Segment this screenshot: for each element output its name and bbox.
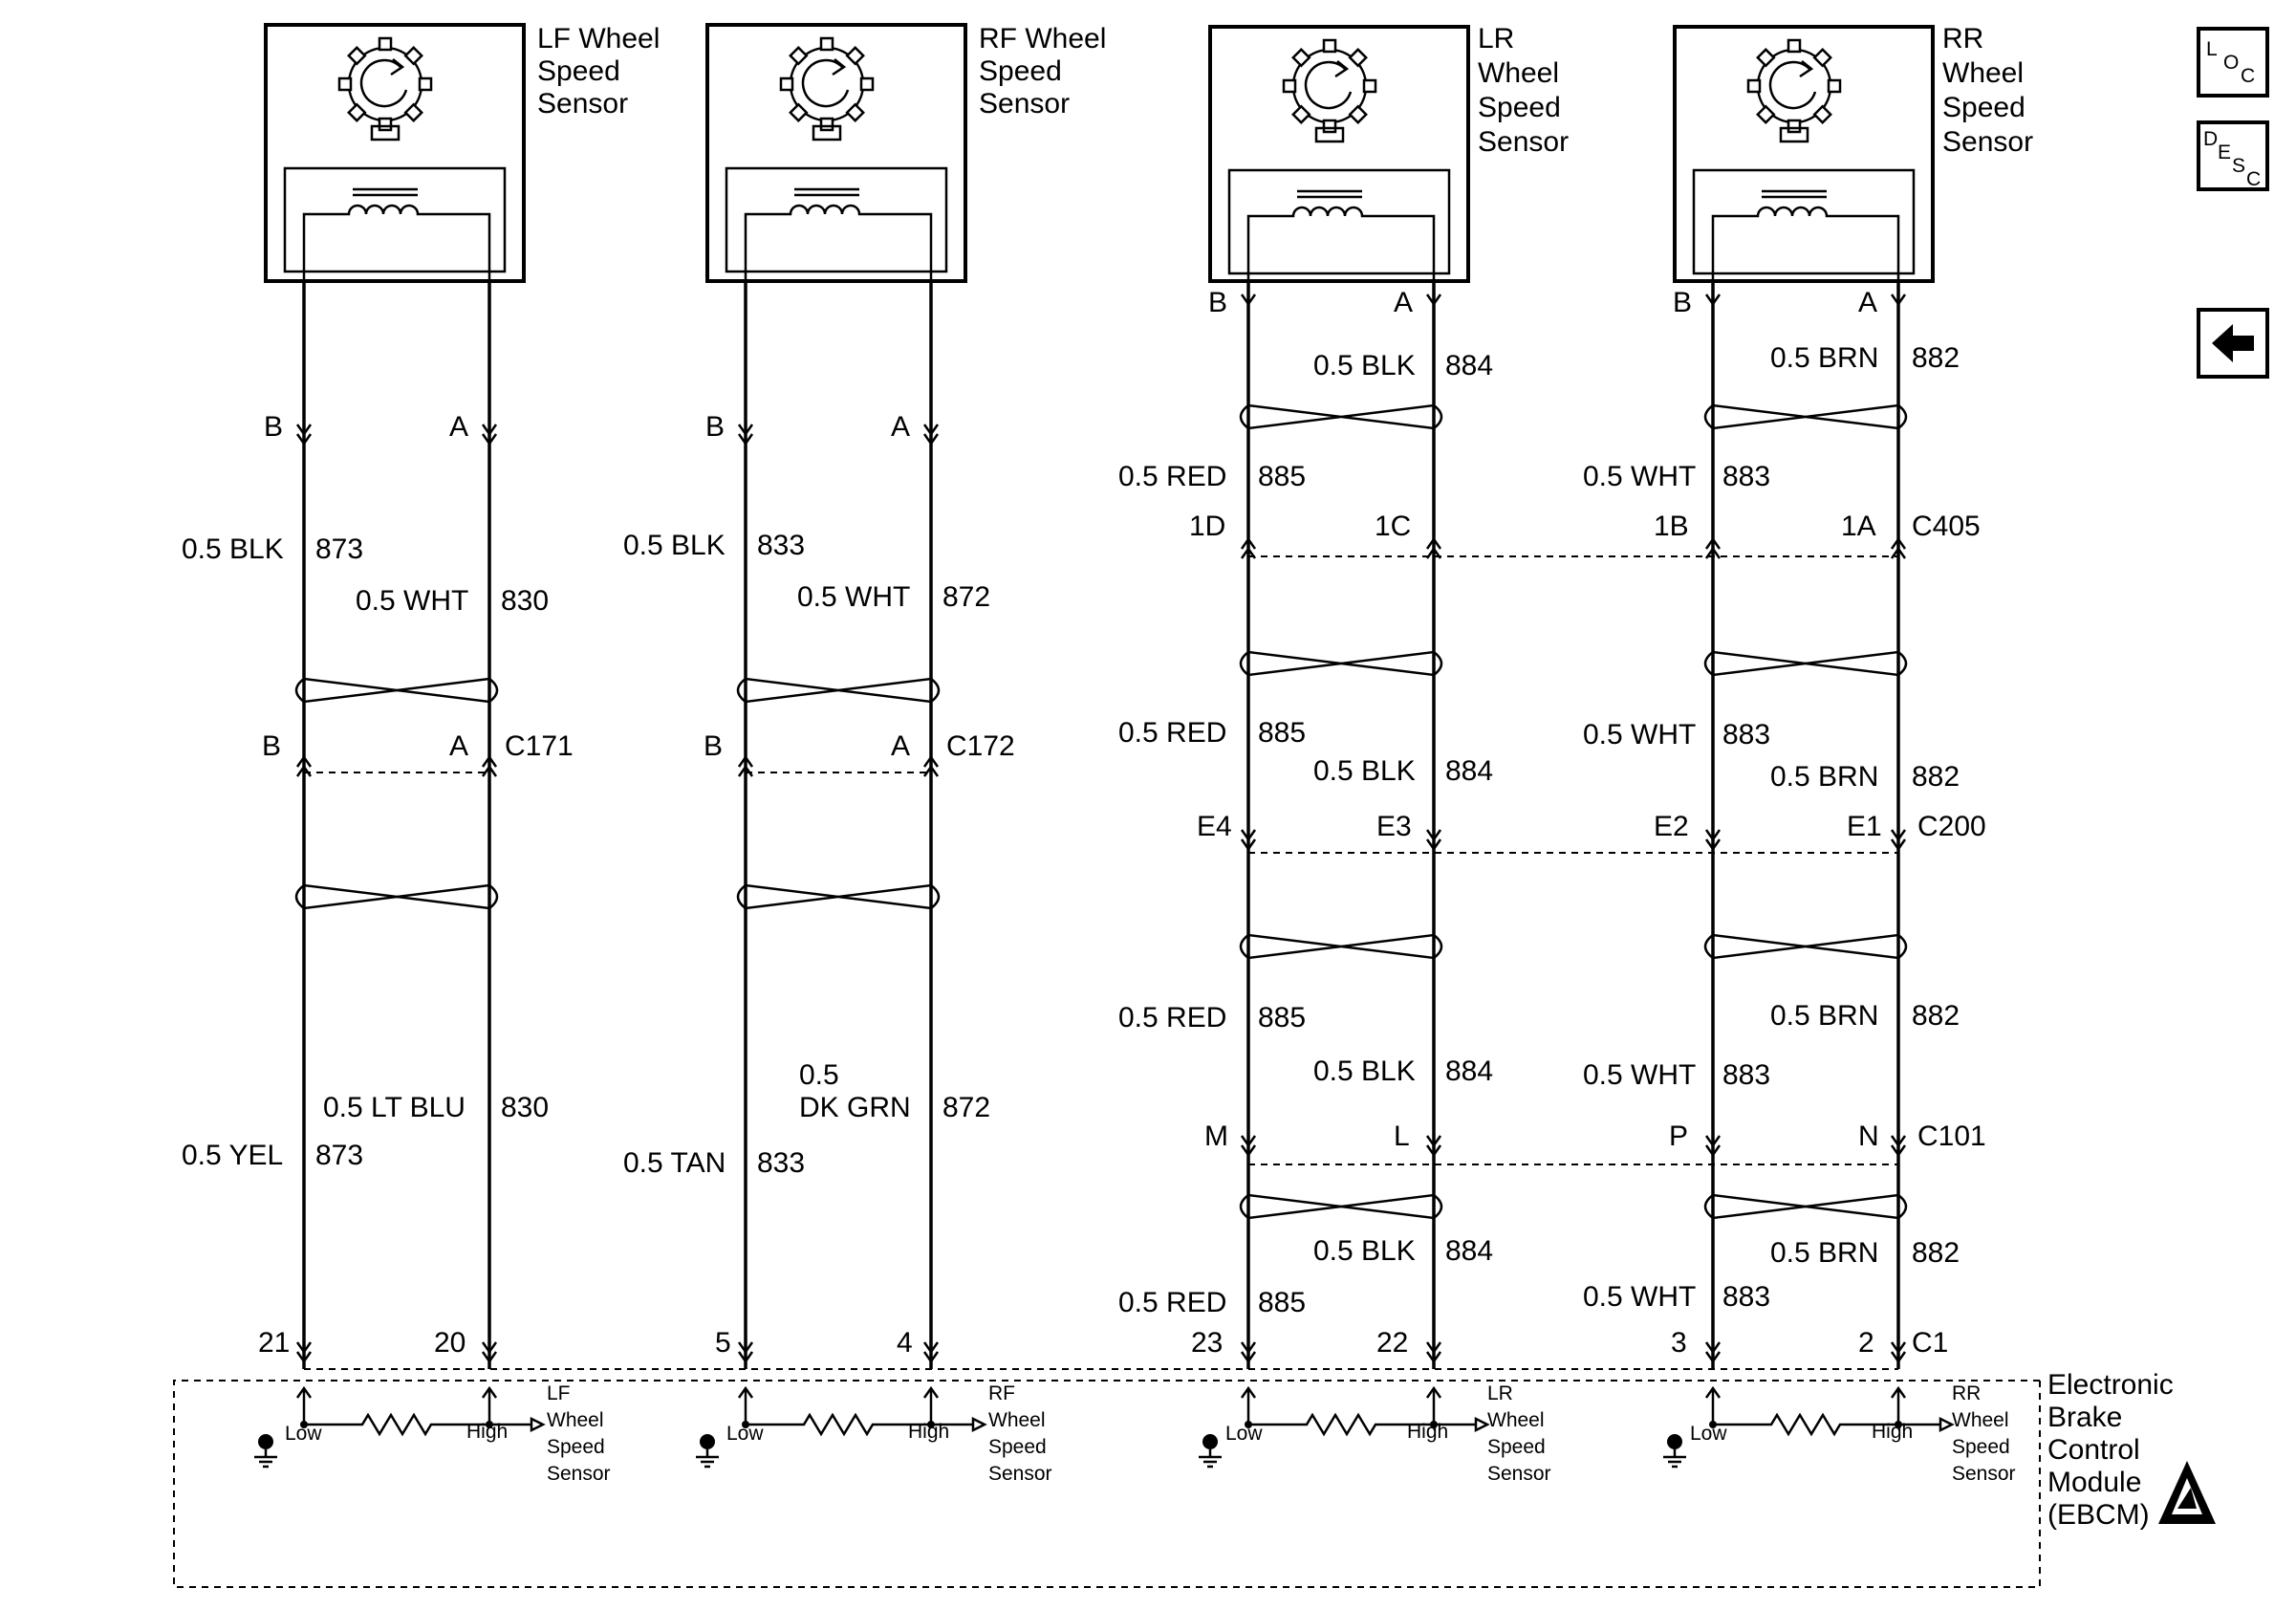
rf-sensor-gear-tooth [847,48,863,64]
lf-sensor-gear-tooth [420,78,431,90]
svg-text:LR: LR [1478,23,1515,54]
rf-c1-pin-a: 4 [897,1327,913,1359]
lr-sensor-gear-tooth [1284,80,1295,92]
lr-sensor-gear-tooth [1324,120,1335,132]
lr-c405-pin-b: 1D [1189,511,1226,542]
svg-text:RR: RR [1942,23,1984,54]
lr-wire-circuit: 884 [1445,1235,1494,1267]
lr-c200-pin-b: E4 [1197,811,1232,842]
svg-text:RR: RR [1952,1382,1982,1404]
rr-output-arrow-icon [1940,1419,1952,1430]
rr-c101-pin-a: N [1858,1120,1879,1152]
svg-text:Module: Module [2047,1467,2142,1498]
lf-module-input-label [547,1382,611,1485]
lr-wire-color: 0.5 BLK [1313,1055,1416,1087]
rr-c200-pin-a: E1 [1847,811,1882,842]
rf-module-input-label [988,1382,1052,1485]
svg-text:Speed: Speed [537,55,620,87]
rf-c1-pin-b: 5 [715,1327,731,1359]
rf-high-label: High [908,1421,950,1443]
lr-sensor-rotation-arrow [1306,62,1351,108]
back-button[interactable] [2199,310,2267,377]
lr-c101-pin-a: L [1394,1120,1410,1152]
svg-text:C: C [2241,65,2256,87]
lf-pin-a: A [449,411,469,443]
twisted-pair-symbol [1705,935,1906,958]
rf-wire-color: 0.5 TAN [623,1147,726,1179]
desc-icon [2203,128,2261,190]
lr-wire-circuit: 885 [1258,1002,1307,1033]
rf-wire-color [799,1059,911,1123]
lr-sensor-coil-box [1229,170,1449,273]
rf-sensor-gear-tooth [781,78,792,90]
lf-resistor-icon [304,1415,489,1434]
lf-wire-circuit: 830 [501,1092,550,1123]
rr-sensor-gear-tooth [1758,50,1774,66]
svg-text:Speed: Speed [1478,92,1561,123]
lr-c1-pin-b: 23 [1191,1327,1224,1359]
rr-wire-circuit: 883 [1722,719,1771,751]
svg-text:Sensor: Sensor [1952,1463,2016,1485]
connector-label-c1: C1 [1912,1327,1949,1359]
svg-text:Control: Control [2047,1434,2140,1466]
rr-c200-pin-b: E2 [1654,811,1689,842]
rr-sensor-gear-tooth [1758,106,1774,122]
lr-wire-circuit: 885 [1258,1287,1307,1318]
rf-sensor-coil-box [726,168,946,272]
twisted-pair-symbol [738,885,939,908]
connector-label-c200: C200 [1917,811,1986,842]
rr-wire-circuit: 882 [1912,1237,1960,1269]
lr-c200-pin-a: E3 [1376,811,1412,842]
lr-wire-color: 0.5 RED [1118,717,1227,749]
svg-text:Sensor: Sensor [988,1463,1052,1485]
twisted-pair-symbol [1705,652,1906,675]
rf-sensor-gear-tooth [821,119,833,130]
connector-label-c405: C405 [1912,511,1981,542]
lr-pin-a: A [1394,287,1414,318]
lf-sensor-coil-box [285,168,505,272]
svg-text:E: E [2218,141,2232,163]
rr-wire-circuit: 882 [1912,1000,1960,1032]
rf-wire-circuit: 833 [757,530,806,561]
rr-low-label: Low [1690,1423,1727,1445]
svg-text:Wheel: Wheel [1487,1409,1545,1431]
rf-pin-b: B [705,411,726,443]
lf-wire-circuit: 830 [501,585,550,617]
svg-text:O: O [2223,52,2240,74]
rr-c405-pin-a: 1A [1841,511,1876,542]
svg-text:Wheel: Wheel [547,1409,604,1431]
rr-resistor-icon [1713,1415,1898,1434]
svg-text:S: S [2232,155,2246,177]
lf-high-label: High [466,1421,509,1443]
lr-resistor-icon [1248,1415,1434,1434]
lf-sensor-coil [304,206,489,281]
svg-text:LF: LF [547,1382,571,1404]
lr-wire-circuit: 884 [1445,350,1494,381]
rf-wheel-speed-sensor [979,23,1106,120]
lf-sensor-gear-tooth [349,104,365,120]
lr-wire-color: 0.5 BLK [1313,350,1416,381]
lr-sensor-gear-tooth [1350,106,1366,122]
rr-ground-icon [1667,1434,1682,1449]
lf-sensor-gear-tooth [379,38,391,50]
lr-high-label: High [1407,1421,1449,1443]
svg-text:Wheel: Wheel [988,1409,1046,1431]
lf-sensor-gear-tooth [339,78,351,90]
lr-sensor-gear-tooth [1293,106,1310,122]
lf-sensor-gear-tooth [405,48,422,64]
svg-text:Sensor: Sensor [1487,1463,1551,1485]
rr-wire-color: 0.5 BRN [1770,1237,1879,1269]
lf-wire-color: 0.5 BLK [182,533,284,565]
rf-sensor-gear-tooth [791,48,807,64]
rf-c172-pin-b: B [704,730,724,762]
lf-wire-color: 0.5 LT BLU [323,1092,466,1123]
lf-wire-circuit: 873 [315,533,364,565]
lr-wire-circuit: 884 [1445,755,1494,787]
rf-output-arrow-icon [973,1419,985,1430]
svg-text:Wheel: Wheel [1942,57,2025,89]
lr-sensor-gear-tooth [1350,50,1366,66]
lr-wire-circuit: 885 [1258,461,1307,492]
twisted-pair-symbol [1241,405,1441,428]
lf-output-arrow-icon [531,1419,543,1430]
lr-wheel-speed-sensor [1478,23,1569,158]
svg-text:LF Wheel: LF Wheel [537,23,661,54]
rr-wire-color: 0.5 WHT [1583,461,1697,492]
twisted-pair-symbol [1241,1195,1441,1218]
rr-wire-circuit: 882 [1912,761,1960,793]
lr-wire-color: 0.5 RED [1118,1287,1227,1318]
ebcm-label [2047,1369,2174,1531]
rf-sensor-gear-tooth [861,78,873,90]
svg-text:Wheel: Wheel [1478,57,1560,89]
svg-text:Speed: Speed [1942,92,2025,123]
rf-low-label: Low [726,1423,764,1445]
lf-c171-pin-b: B [262,730,282,762]
esd-warning-icon [2158,1461,2216,1524]
rr-pin-a: A [1858,287,1878,318]
lr-c1-pin-a: 22 [1376,1327,1409,1359]
rr-sensor-gear-tooth [1829,80,1840,92]
rr-c405-pin-b: 1B [1654,511,1689,542]
lr-wire-color: 0.5 RED [1118,461,1227,492]
svg-text:D: D [2203,128,2219,150]
rf-pin-a: A [891,411,911,443]
lf-sensor-gear-tooth [379,119,391,130]
svg-text:Sensor: Sensor [537,88,629,120]
loc-button[interactable] [2199,29,2267,96]
rr-module-input-label [1952,1382,2016,1485]
twisted-pair-symbol [296,679,497,702]
svg-text:Speed: Speed [1487,1436,1546,1458]
rr-wire-circuit: 882 [1912,342,1960,374]
rf-wire-circuit: 872 [942,1092,991,1123]
rf-wire-circuit: 872 [942,581,991,613]
lr-sensor-gear-tooth [1293,50,1310,66]
lr-sensor-coil [1248,207,1434,281]
lr-wire-circuit: 884 [1445,1055,1494,1087]
svg-text:DK GRN: DK GRN [799,1092,911,1123]
rr-sensor-coil-box [1694,170,1914,273]
rr-c101-pin-b: P [1669,1120,1689,1152]
rr-wire-color: 0.5 WHT [1583,719,1697,751]
twisted-pair-symbol [296,885,497,908]
lr-wire-color: 0.5 BLK [1313,1235,1416,1267]
rr-wire-circuit: 883 [1722,1059,1771,1091]
rr-wire-circuit: 883 [1722,1281,1771,1313]
rf-sensor-rotation-arrow [803,60,848,106]
lf-ground-icon [258,1434,273,1449]
lr-sensor-gear-tooth [1364,80,1375,92]
svg-text:Speed: Speed [547,1436,605,1458]
rr-wire-circuit: 883 [1722,461,1771,492]
connector-label-c101: C101 [1917,1120,1986,1152]
lr-c405-pin-a: 1C [1375,511,1412,542]
rr-sensor-coil [1713,207,1898,281]
lf-c171-pin-a: A [449,730,469,762]
lr-c101-pin-b: M [1204,1120,1228,1152]
rr-sensor-gear-tooth [1814,50,1830,66]
svg-text:RF Wheel: RF Wheel [979,23,1107,54]
lr-module-input-label [1487,1382,1551,1485]
lf-wire-color: 0.5 YEL [182,1140,284,1171]
rf-wire-color: 0.5 WHT [797,581,911,613]
rr-sensor-gear-tooth [1748,80,1760,92]
svg-text:0.5: 0.5 [799,1059,839,1091]
rf-sensor-gear-tooth [847,104,863,120]
svg-text:Sensor: Sensor [1478,126,1570,158]
svg-text:C: C [2246,168,2262,190]
svg-text:Sensor: Sensor [1942,126,2034,158]
twisted-pair-symbol [1241,652,1441,675]
twisted-pair-symbol [738,679,939,702]
lr-wire-color: 0.5 RED [1118,1002,1227,1033]
svg-text:Electronic: Electronic [2047,1369,2174,1401]
lr-wire-circuit: 885 [1258,717,1307,749]
rf-wire-color: 0.5 BLK [623,530,726,561]
svg-text:Sensor: Sensor [547,1463,611,1485]
connector-label-c171: C171 [505,730,574,762]
rr-c1-pin-b: 3 [1671,1327,1687,1359]
svg-text:Sensor: Sensor [979,88,1071,120]
back-arrow-icon [2212,324,2254,362]
lr-wire-color: 0.5 BLK [1313,755,1416,787]
svg-text:L: L [2206,38,2218,60]
lf-c1-pin-a: 20 [434,1327,466,1359]
rf-resistor-icon [746,1415,931,1434]
rr-wire-color: 0.5 WHT [1583,1059,1697,1091]
rf-wire-circuit: 833 [757,1147,806,1179]
svg-text:Speed: Speed [1952,1436,2010,1458]
lf-wire-circuit: 873 [315,1140,364,1171]
twisted-pair-symbol [1705,1195,1906,1218]
loc-icon [2206,38,2255,87]
rr-sensor-rotation-arrow [1770,62,1815,108]
rr-sensor-gear-tooth [1788,40,1800,52]
rf-sensor-gear-tooth [821,38,833,50]
svg-text:LR: LR [1487,1382,1513,1404]
lr-low-label: Low [1225,1423,1263,1445]
lf-pin-b: B [264,411,284,443]
rf-sensor-gear-tooth [791,104,807,120]
lf-sensor-gear-tooth [405,104,422,120]
rr-high-label: High [1872,1421,1914,1443]
rr-wheel-speed-sensor [1942,23,2033,158]
svg-text:(EBCM): (EBCM) [2047,1499,2150,1531]
lf-sensor-gear-tooth [349,48,365,64]
svg-text:Wheel: Wheel [1952,1409,2009,1431]
lf-sensor-rotation-arrow [361,60,406,106]
svg-text:RF: RF [988,1382,1015,1404]
rf-sensor-coil [746,206,931,281]
svg-text:Speed: Speed [988,1436,1047,1458]
rr-wire-color: 0.5 BRN [1770,342,1879,374]
rf-c172-pin-a: A [891,730,911,762]
lr-output-arrow-icon [1476,1419,1487,1430]
lf-c1-pin-b: 21 [258,1327,291,1359]
desc-button[interactable] [2199,122,2267,190]
connector-label-c172: C172 [946,730,1015,762]
lr-pin-b: B [1208,287,1228,318]
lr-ground-icon [1202,1434,1218,1449]
rr-sensor-gear-tooth [1814,106,1830,122]
ebcm-module-outline [174,1381,2040,1587]
rr-sensor-gear-tooth [1788,120,1800,132]
lf-wire-color: 0.5 WHT [356,585,469,617]
rr-wire-color: 0.5 BRN [1770,1000,1879,1032]
rr-wire-color: 0.5 BRN [1770,761,1879,793]
lf-wheel-speed-sensor [537,23,660,120]
rr-c1-pin-a: 2 [1858,1327,1874,1359]
rr-wire-color: 0.5 WHT [1583,1281,1697,1313]
rf-ground-icon [700,1434,715,1449]
lr-sensor-gear-tooth [1324,40,1335,52]
twisted-pair-symbol [1705,405,1906,428]
twisted-pair-symbol [1241,935,1441,958]
svg-text:Speed: Speed [979,55,1062,87]
svg-text:Brake: Brake [2047,1402,2123,1433]
rr-pin-b: B [1673,287,1693,318]
lf-low-label: Low [285,1423,322,1445]
